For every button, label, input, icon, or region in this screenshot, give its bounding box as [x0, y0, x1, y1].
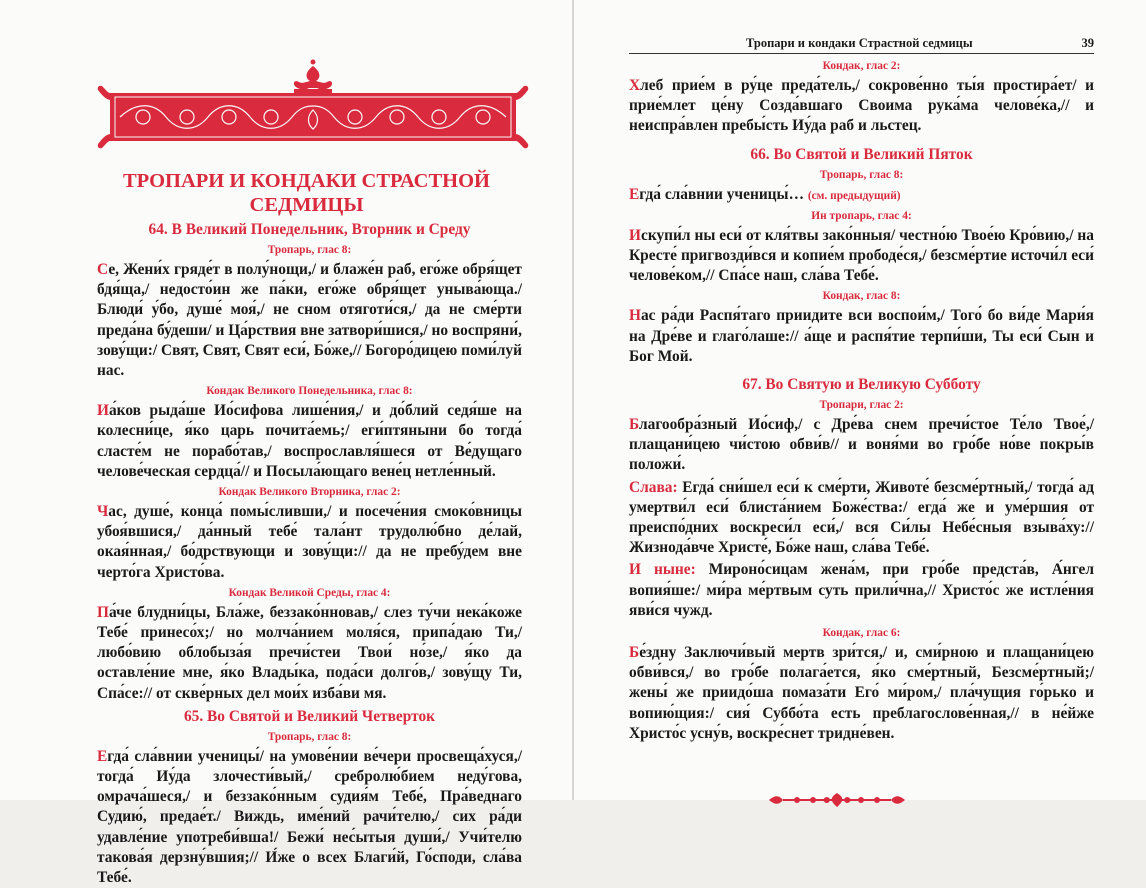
cross-reference-note: (см. предыдущий)	[807, 189, 901, 202]
section-66-heading: 66. Во Святой и Великий Пяток	[750, 145, 973, 163]
kontakion-monday-text: Иа́ков рыда́ше Ио́сифова лише́ния,/ и до́блий седя́ше на колесни́це, я́ко царь почита́емь;/ еги́птяныни бо тогда́ сласте́м не порабо́тав,/ воспрославля́шеся от Ве́дущаго челове́ческая сердца́// и Посыла́ющаго вене́ц нетле́нный.	[97, 402, 522, 480]
kontakion-thursday-text: Хлеб прие́м в ру́це преда́тель,/ сокрове́нно ты́я простира́ет/ и прие́млет це́ну Созда́вшаго Своима рука́ма челове́ка,// и неиспра́влен пребы́сть Иу́да раб и льстец.	[629, 77, 1094, 135]
ornamental-tailpiece	[767, 792, 907, 808]
drop-letter: Е	[97, 747, 108, 765]
other-troparion-label: Ин тропарь, глас 4:	[811, 209, 912, 222]
glory-troparion-text: Слава: Егда́ сни́шел еси́ к сме́рти, Животе́ безсме́ртный,/ тогда́ ад умертви́л еси́ блиста́нием Боже́ства:/ егда́ же и уме́ршия от преиспо́дних воскреси́л еси́,/ вся Си́лы Небе́сныя взыва́ху:// Жизнода́вче Христе́, Бо́же наш, сла́ва Тебе́.	[629, 478, 1094, 557]
troparion-65-label: Тропарь, глас 8:	[267, 730, 352, 743]
kontakion-monday-label: Кондак Великого Понедельника, глас 8:	[206, 385, 413, 398]
kontakion-saturday-text: Бе́здну Заключи́вый мертв зри́тся,/ и, сми́рною и плащани́цею обви́вся,/ во гро́бе полага́ется, я́ко сме́ртный, Безсме́ртный;/ жены́ же приидо́ша помаза́ти Его́ ми́ром,/ пла́чущия го́рько и вопию́щия:/ сия́ Суббо́та есть преблагослове́нная,// в не́йже Христо́с усну́в, воскре́снет тридне́вен.	[629, 644, 1094, 742]
troparia-67-label: Тропари, глас 2:	[819, 399, 904, 412]
kontakion-thursday-label: Кондак, глас 2:	[822, 60, 901, 72]
running-header	[629, 34, 1094, 54]
drop-letter: Е	[629, 185, 640, 203]
kontakion-wednesday-label: Кондак Великой Среды, глас 4:	[228, 586, 391, 599]
troparion-66-label: Тропарь, глас 8:	[819, 168, 904, 181]
drop-letter: Х	[629, 77, 641, 94]
troparion-66-text: Егда́ сла́внии ученицы́… (см. предыдущий)	[629, 185, 901, 203]
page-number: 39	[1081, 36, 1094, 50]
kontakion-friday-text: Нас ра́ди Распя́таго приидите вси воспои́м,/ Того́ бо ви́де Мари́я на Дре́ве и глаго́лаше:// а́ще и распя́тие терпи́ши, Ты еси́ Сын и Бог Мой.	[629, 307, 1094, 365]
section-64-heading: 64. В Великий Понедельник, Вторник и Среду	[148, 221, 471, 238]
and-now-prefix: И ныне:	[629, 561, 696, 579]
drop-letter: Б	[629, 416, 639, 434]
drop-letter: И	[97, 402, 109, 420]
kontakion-tuesday-label: Кондак Великого Вторника, глас 2:	[218, 486, 401, 499]
troparion-saturday-text: Благообра́зный Ио́сиф,/ с Дре́ва снем пречи́стое Те́ло Твое́,/ плащани́цею чи́стою обви́в// и воня́ми во гро́бе но́ве покры́в положи́.	[629, 416, 1094, 474]
drop-letter: Н	[629, 307, 641, 325]
drop-letter: П	[97, 603, 109, 621]
ornamental-headpiece	[96, 44, 530, 156]
kontakion-friday-label: Кондак, глас 8:	[822, 290, 901, 303]
section-65-heading: 65. Во Святой и Великий Четверток	[183, 707, 436, 725]
running-head-title: Тропари и кондаки Страстной седмицы	[746, 36, 973, 50]
troparion-label: Тропарь, глас 8:	[267, 244, 352, 256]
troparion-65-text: Егда́ сла́внии ученицы́/ на умове́нии ве́чери просвеща́хуся,/ тогда́ Иу́да злочести́вый,/ сребролю́бием неду́гова, омрача́шеся,/ и беззако́нным судия́м Тебе́, Пра́веднаго Судию́, предае́т./ Виждь, име́ний рачи́телю,/ сих ра́ди удавле́ние употреби́вша!/ Бежи́ нес́ытыя души́,/ Учи́телю такова́я дерзну́вшия;// И́же о всех Благи́й, Го́споди, сла́ва Тебе́.	[97, 747, 522, 887]
now-troparion-text: И ныне: Мироно́сицам жена́м, при гро́бе предста́в, А́нгел вопия́ше:/ ми́ра ме́ртвым суть прили́чна,// Христо́с же истле́ния яви́ся чужд.	[629, 561, 1094, 619]
left-page	[0, 0, 572, 887]
glory-prefix: Слава:	[629, 478, 678, 496]
drop-letter: Ч	[97, 503, 109, 521]
other-troparion-text: Искупи́л ны еси́ от кля́твы зако́нныя/ честно́ю Твое́ю Кро́вию,/ на Кресте́ пригвозди́вся и копие́м прободе́ся,/ безсме́ртие источи́л еси́ челове́ком,// Спа́се наш, сла́ва Тебе́.	[629, 226, 1094, 285]
drop-letter: С	[97, 261, 109, 278]
section-67-heading: 67. Во Святую и Великую Субботу	[742, 376, 981, 394]
troparion-64-text: Се, Жени́х гряде́т в полу́нощи,/ и блаже́н раб, его́же обря́щет бдя́ща,/ недосто́ин же па́ки, его́же обря́щет уныва́юща./ Блюди́ у́бо, душе́ моя́,/ не сном отяготи́ся,/ да не сме́рти преда́на бу́деши/ и Ца́рствия вне затвори́шися,/ но воспряни́, зову́щи:/ Свят, Свят, Свят еси́, Бо́же,// Богоро́дицею поми́луй нас.	[97, 261, 522, 380]
drop-letter: И	[629, 226, 641, 244]
kontakion-saturday-label: Кондак, глас 6:	[822, 627, 901, 640]
main-title: ТРОПАРИ И КОНДАКИ СТРАСТНОЙ СЕДМИЦЫ	[123, 170, 490, 216]
kontakion-wednesday-text: Па́че блудни́цы, Бла́же, беззако́нновав,/ слез ту́чи нека́коже Тебе́ принесо́х;/ но молча́нием моля́ся, припа́даю Ти,/ любо́вию облобыза́я пречи́стеи Твои́ но́зе,/ я́ко да оставле́ние мне, я́ко Влады́ка, пода́си долго́в,/ зову́щу Ти, Спа́се:// от скве́рных дел мои́х изба́ви мя.	[97, 603, 522, 702]
kontakion-tuesday-text: Час, душе́, конца́ помы́сливши,/ и посече́ния смоко́вницы убоя́вшися,/ да́нный тебе́ тала́нт трудолю́бно де́лай, окая́нная,/ бо́дрствующи и зову́щи:// да не пребу́дем вне черто́га Христо́ва.	[97, 503, 522, 581]
right-page	[574, 0, 1146, 800]
drop-letter: Б	[629, 644, 640, 662]
